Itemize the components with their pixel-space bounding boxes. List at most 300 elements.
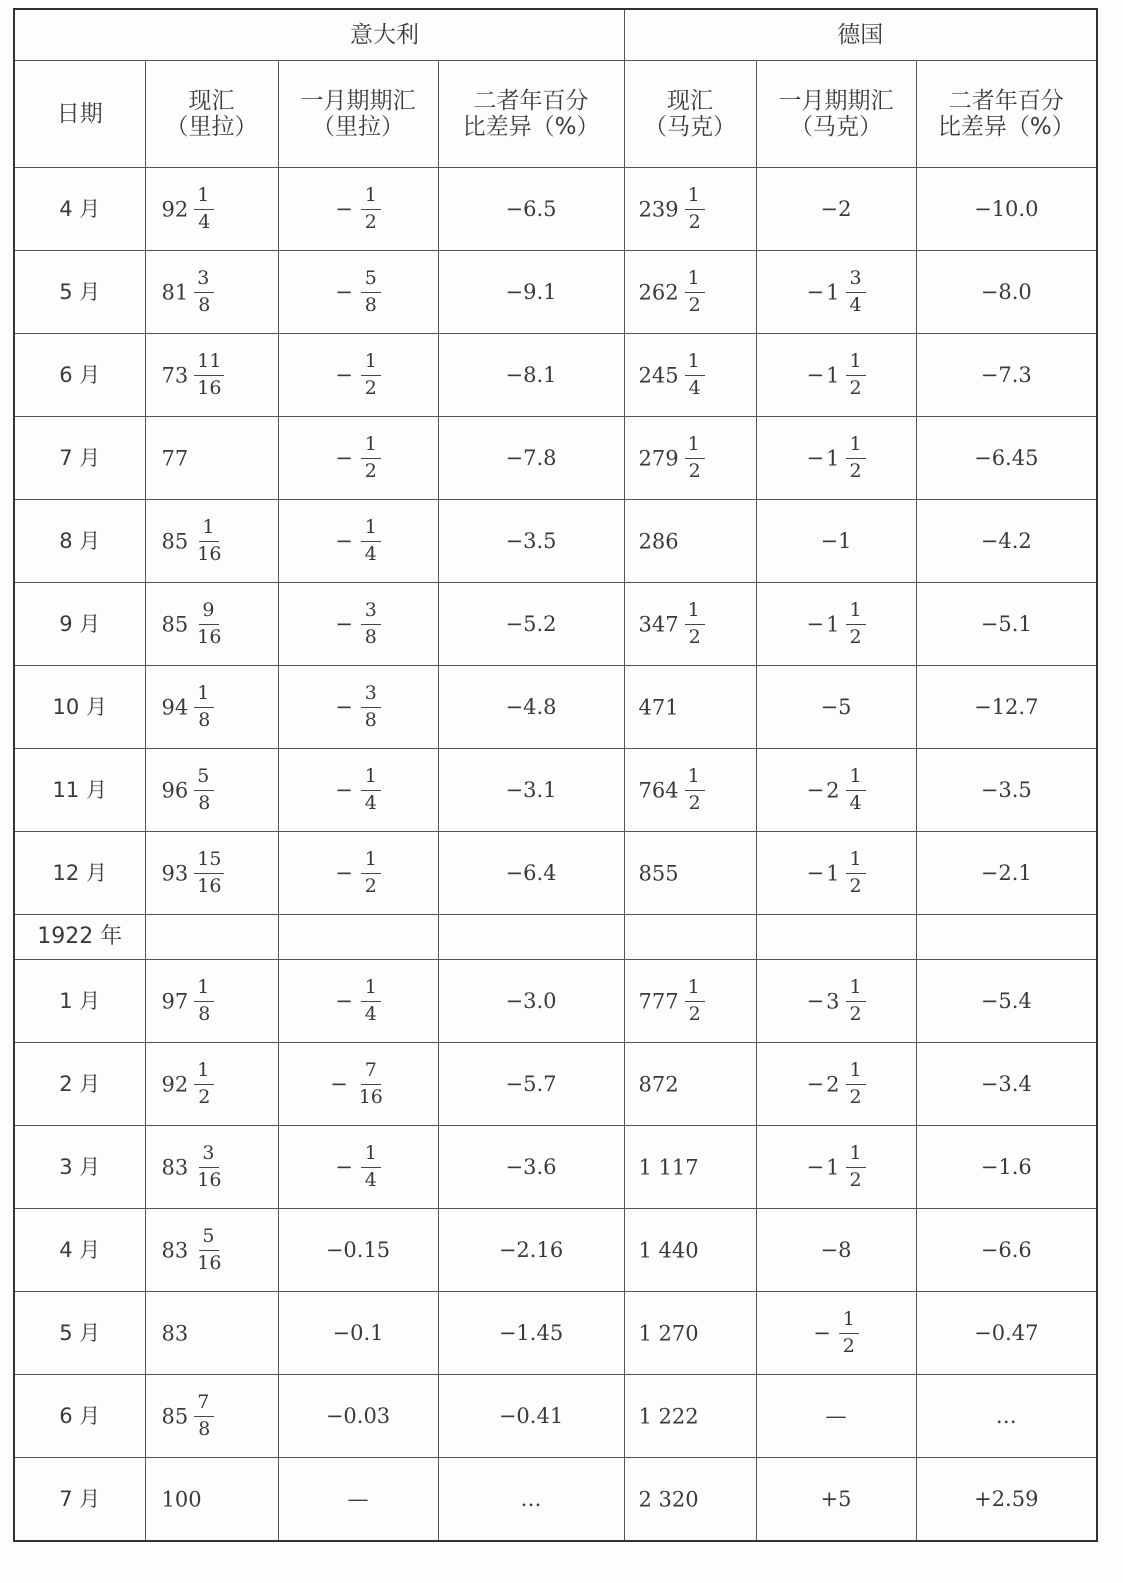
fraction xyxy=(361,517,381,566)
sign: − xyxy=(335,611,353,636)
de-forward-cell xyxy=(756,417,916,500)
integer-part: 777 xyxy=(638,988,679,1013)
integer-part: 855 xyxy=(638,861,679,886)
de-spot-cell xyxy=(624,1292,756,1375)
sign: − xyxy=(806,860,825,885)
fraction xyxy=(361,977,381,1026)
fraction xyxy=(839,1309,859,1358)
date-cell: 9 月 xyxy=(14,583,145,666)
fraction xyxy=(356,1060,386,1109)
year-label: 1922 年 xyxy=(14,915,145,960)
numerator: 9 xyxy=(199,600,219,625)
de-forward-cell: +5 xyxy=(756,1458,916,1541)
fraction xyxy=(361,766,381,815)
empty-cell xyxy=(916,915,1097,960)
numerator: 1 xyxy=(685,600,705,625)
date-cell: 7 月 xyxy=(14,417,145,500)
denominator: 2 xyxy=(849,459,862,482)
it-diff-cell: −0.41 xyxy=(438,1375,624,1458)
de-spot-cell xyxy=(624,1043,756,1126)
de-forward-cell xyxy=(756,960,916,1043)
numerator: 5 xyxy=(199,1226,219,1251)
fraction xyxy=(361,1143,381,1192)
denominator: 2 xyxy=(688,210,701,233)
numerator: 1 xyxy=(194,683,214,708)
de-spot-cell xyxy=(624,500,756,583)
it-forward-cell xyxy=(278,1043,438,1126)
integer-part: 85 xyxy=(161,611,189,636)
table-row xyxy=(14,251,1097,334)
col-de-spot: 现汇 （马克） xyxy=(624,61,756,168)
integer-part: 239 xyxy=(638,196,679,221)
table-row xyxy=(14,960,1097,1043)
integer-part: 2 320 xyxy=(638,1487,699,1512)
it-spot-cell xyxy=(145,960,278,1043)
de-forward-cell: — xyxy=(756,1375,916,1458)
it-diff-cell: −3.0 xyxy=(438,960,624,1043)
denominator: 2 xyxy=(849,1002,862,1025)
sign: − xyxy=(335,777,353,802)
sign: − xyxy=(806,1071,825,1096)
numerator: 1 xyxy=(846,766,866,791)
fraction xyxy=(361,600,381,649)
integer-part: 92 xyxy=(161,1071,189,1096)
fraction xyxy=(846,766,866,815)
denominator: 2 xyxy=(688,1002,701,1025)
de-spot-cell xyxy=(624,1126,756,1209)
empty-cell xyxy=(756,915,916,960)
integer-part: 85 xyxy=(161,1403,189,1428)
date-cell: 2 月 xyxy=(14,1043,145,1126)
numerator: 1 xyxy=(685,766,705,791)
numerator: 5 xyxy=(194,766,214,791)
table-row xyxy=(14,1375,1097,1458)
numerator: 5 xyxy=(361,268,381,293)
it-forward-cell xyxy=(278,168,438,251)
de-spot-cell xyxy=(624,251,756,334)
date-cell: 12 月 xyxy=(14,832,145,915)
de-diff-cell: −7.3 xyxy=(916,334,1097,417)
it-forward-cell: — xyxy=(278,1458,438,1541)
it-diff-cell: −7.8 xyxy=(438,417,624,500)
fraction xyxy=(685,268,705,317)
empty-cell xyxy=(624,915,756,960)
sign: − xyxy=(813,1320,831,1345)
fraction xyxy=(194,600,224,649)
integer-part: 96 xyxy=(161,777,189,802)
sign: − xyxy=(806,988,825,1013)
fraction xyxy=(194,517,224,566)
denominator: 16 xyxy=(358,1085,383,1108)
it-forward-cell xyxy=(278,666,438,749)
it-forward-cell: −0.03 xyxy=(278,1375,438,1458)
integer-part: 83 xyxy=(161,1154,189,1179)
integer-part: 1 xyxy=(826,362,840,387)
numerator: 1 xyxy=(846,1143,866,1168)
date-cell: 6 月 xyxy=(14,1375,145,1458)
it-spot-cell xyxy=(145,334,278,417)
numerator: 1 xyxy=(685,977,705,1002)
it-spot-cell xyxy=(145,417,278,500)
table-row xyxy=(14,1292,1097,1375)
numerator: 1 xyxy=(846,434,866,459)
integer-part: 286 xyxy=(638,529,679,554)
integer-part: 872 xyxy=(638,1072,679,1097)
fraction xyxy=(361,268,381,317)
denominator: 2 xyxy=(688,791,701,814)
fraction xyxy=(361,185,381,234)
de-diff-cell: −1.6 xyxy=(916,1126,1097,1209)
de-diff-cell: −3.5 xyxy=(916,749,1097,832)
integer-part: 2 xyxy=(826,777,840,802)
fraction xyxy=(685,351,705,400)
denominator: 2 xyxy=(198,1085,211,1108)
numerator: 1 xyxy=(361,185,381,210)
it-forward-cell xyxy=(278,251,438,334)
fraction xyxy=(846,849,866,898)
it-diff-cell: −5.7 xyxy=(438,1043,624,1126)
it-forward-cell: −0.1 xyxy=(278,1292,438,1375)
it-diff-cell: −1.45 xyxy=(438,1292,624,1375)
denominator: 2 xyxy=(849,1085,862,1108)
denominator: 2 xyxy=(688,293,701,316)
denominator: 4 xyxy=(364,791,377,814)
it-spot-cell xyxy=(145,1375,278,1458)
numerator: 1 xyxy=(846,351,866,376)
de-diff-cell: −6.6 xyxy=(916,1209,1097,1292)
numerator: 1 xyxy=(194,977,214,1002)
it-diff-cell: −2.16 xyxy=(438,1209,624,1292)
de-forward-cell: −2 xyxy=(756,168,916,251)
integer-part: 73 xyxy=(161,362,189,387)
it-spot-cell xyxy=(145,1458,278,1541)
table-row xyxy=(14,168,1097,251)
integer-part: 93 xyxy=(161,860,189,885)
denominator: 2 xyxy=(364,210,377,233)
numerator: 1 xyxy=(194,185,214,210)
empty-cell xyxy=(278,915,438,960)
de-forward-cell xyxy=(756,1292,916,1375)
it-spot-cell xyxy=(145,666,278,749)
integer-part: 764 xyxy=(638,777,679,802)
de-diff-cell: −10.0 xyxy=(916,168,1097,251)
sign: − xyxy=(335,988,353,1013)
fraction xyxy=(685,185,705,234)
sign: − xyxy=(335,196,353,221)
it-forward-cell xyxy=(278,832,438,915)
it-diff-cell: −8.1 xyxy=(438,334,624,417)
fraction xyxy=(361,683,381,732)
denominator: 8 xyxy=(364,708,377,731)
col-date: 日期 xyxy=(14,61,145,168)
denominator: 4 xyxy=(849,293,862,316)
integer-part: 279 xyxy=(638,445,679,470)
header-italy: 意大利 xyxy=(145,9,624,61)
integer-part: 1 270 xyxy=(638,1321,699,1346)
fraction xyxy=(194,683,214,732)
denominator: 2 xyxy=(842,1334,855,1357)
table-row xyxy=(14,1209,1097,1292)
de-forward-cell: −1 xyxy=(756,500,916,583)
numerator: 7 xyxy=(194,1392,214,1417)
year-row xyxy=(14,915,1097,960)
date-cell: 3 月 xyxy=(14,1126,145,1209)
integer-part: 1 xyxy=(826,279,840,304)
denominator: 8 xyxy=(198,1002,211,1025)
table-row xyxy=(14,583,1097,666)
de-diff-cell: +2.59 xyxy=(916,1458,1097,1541)
integer-part: 1 xyxy=(826,860,840,885)
it-diff-cell: … xyxy=(438,1458,624,1541)
it-spot-cell xyxy=(145,168,278,251)
sign: − xyxy=(335,528,353,553)
integer-part: 1 117 xyxy=(638,1155,699,1180)
de-forward-cell xyxy=(756,583,916,666)
denominator: 16 xyxy=(197,376,222,399)
integer-part: 100 xyxy=(161,1487,202,1512)
numerator: 3 xyxy=(194,268,214,293)
date-cell: 1 月 xyxy=(14,960,145,1043)
date-cell: 6 月 xyxy=(14,334,145,417)
denominator: 4 xyxy=(849,791,862,814)
fraction xyxy=(361,849,381,898)
it-forward-cell xyxy=(278,749,438,832)
denominator: 2 xyxy=(364,874,377,897)
fraction xyxy=(194,766,214,815)
it-diff-cell: −4.8 xyxy=(438,666,624,749)
fraction xyxy=(194,849,224,898)
it-spot-cell xyxy=(145,1292,278,1375)
de-forward-cell xyxy=(756,251,916,334)
it-forward-cell xyxy=(278,334,438,417)
integer-part: 1 xyxy=(826,611,840,636)
de-diff-cell: −5.1 xyxy=(916,583,1097,666)
it-forward-cell xyxy=(278,583,438,666)
it-diff-cell: −9.1 xyxy=(438,251,624,334)
numerator: 1 xyxy=(846,977,866,1002)
de-spot-cell xyxy=(624,832,756,915)
fraction xyxy=(685,977,705,1026)
fraction xyxy=(361,351,381,400)
fraction xyxy=(846,268,866,317)
integer-part: 1 222 xyxy=(638,1404,699,1429)
de-spot-cell xyxy=(624,666,756,749)
de-spot-cell xyxy=(624,417,756,500)
it-spot-cell xyxy=(145,1209,278,1292)
numerator: 1 xyxy=(361,1143,381,1168)
it-forward-cell xyxy=(278,960,438,1043)
de-spot-cell xyxy=(624,960,756,1043)
integer-part: 1 xyxy=(826,445,840,470)
fraction xyxy=(846,977,866,1026)
date-cell: 4 月 xyxy=(14,168,145,251)
header-blank xyxy=(14,9,145,61)
it-forward-cell xyxy=(278,500,438,583)
de-forward-cell: −8 xyxy=(756,1209,916,1292)
de-forward-cell xyxy=(756,832,916,915)
denominator: 8 xyxy=(198,791,211,814)
sign: − xyxy=(335,362,353,387)
de-spot-cell xyxy=(624,1209,756,1292)
denominator: 2 xyxy=(688,625,701,648)
denominator: 8 xyxy=(198,1417,211,1440)
fraction xyxy=(846,1143,866,1192)
de-diff-cell: −8.0 xyxy=(916,251,1097,334)
denominator: 2 xyxy=(849,625,862,648)
it-diff-cell: −5.2 xyxy=(438,583,624,666)
it-forward-cell xyxy=(278,417,438,500)
denominator: 16 xyxy=(197,625,222,648)
integer-part: 94 xyxy=(161,694,189,719)
numerator: 3 xyxy=(361,683,381,708)
fraction xyxy=(685,434,705,483)
de-spot-cell xyxy=(624,334,756,417)
integer-part: 2 xyxy=(826,1071,840,1096)
table-row xyxy=(14,1043,1097,1126)
col-de-diff: 二者年百分 比差异（%） xyxy=(916,61,1097,168)
de-diff-cell: −5.4 xyxy=(916,960,1097,1043)
de-forward-cell xyxy=(756,1043,916,1126)
date-cell: 10 月 xyxy=(14,666,145,749)
integer-part: 77 xyxy=(161,446,189,471)
fraction xyxy=(194,1143,224,1192)
denominator: 2 xyxy=(849,376,862,399)
it-forward-cell: −0.15 xyxy=(278,1209,438,1292)
denominator: 16 xyxy=(197,1168,222,1191)
numerator: 1 xyxy=(361,849,381,874)
de-spot-cell xyxy=(624,168,756,251)
fraction xyxy=(361,434,381,483)
it-diff-cell: −6.5 xyxy=(438,168,624,251)
integer-part: 92 xyxy=(161,196,189,221)
empty-cell xyxy=(145,915,278,960)
table-row xyxy=(14,500,1097,583)
fraction xyxy=(194,351,224,400)
exchange-rate-table xyxy=(13,8,1098,1542)
integer-part: 245 xyxy=(638,362,679,387)
it-diff-cell: −3.5 xyxy=(438,500,624,583)
denominator: 16 xyxy=(197,1251,222,1274)
table-row xyxy=(14,417,1097,500)
sign: − xyxy=(335,445,353,470)
denominator: 4 xyxy=(364,1168,377,1191)
sign: − xyxy=(806,611,825,636)
integer-part: 347 xyxy=(638,611,679,636)
de-forward-cell xyxy=(756,1126,916,1209)
sign: − xyxy=(335,694,353,719)
it-spot-cell xyxy=(145,500,278,583)
denominator: 2 xyxy=(849,1168,862,1191)
denominator: 4 xyxy=(364,1002,377,1025)
sign: − xyxy=(806,777,825,802)
de-spot-cell xyxy=(624,1458,756,1541)
de-diff-cell: −6.45 xyxy=(916,417,1097,500)
denominator: 2 xyxy=(364,459,377,482)
sign: − xyxy=(335,279,353,304)
fraction xyxy=(194,1226,224,1275)
integer-part: 97 xyxy=(161,988,189,1013)
denominator: 16 xyxy=(197,874,222,897)
numerator: 1 xyxy=(846,849,866,874)
fraction xyxy=(846,434,866,483)
sign: − xyxy=(806,279,825,304)
numerator: 1 xyxy=(199,517,219,542)
integer-part: 85 xyxy=(161,528,189,553)
empty-cell xyxy=(438,915,624,960)
fraction xyxy=(685,600,705,649)
sign: − xyxy=(806,445,825,470)
fraction xyxy=(194,1392,214,1441)
numerator: 1 xyxy=(685,351,705,376)
numerator: 3 xyxy=(199,1143,219,1168)
integer-part: 262 xyxy=(638,279,679,304)
col-de-forward: 一月期期汇 （马克） xyxy=(756,61,916,168)
numerator: 1 xyxy=(685,185,705,210)
header-germany: 德国 xyxy=(624,9,1097,61)
denominator: 2 xyxy=(849,874,862,897)
fraction xyxy=(846,1060,866,1109)
table-row xyxy=(14,1458,1097,1541)
sign: − xyxy=(806,1154,825,1179)
de-diff-cell: −3.4 xyxy=(916,1043,1097,1126)
fraction xyxy=(846,351,866,400)
de-forward-cell xyxy=(756,749,916,832)
numerator: 1 xyxy=(839,1309,859,1334)
numerator: 3 xyxy=(846,268,866,293)
table-row xyxy=(14,749,1097,832)
fraction xyxy=(194,977,214,1026)
de-diff-cell: −4.2 xyxy=(916,500,1097,583)
fraction xyxy=(194,185,214,234)
numerator: 1 xyxy=(846,600,866,625)
numerator: 3 xyxy=(361,600,381,625)
denominator: 4 xyxy=(198,210,211,233)
numerator: 1 xyxy=(361,766,381,791)
de-spot-cell xyxy=(624,749,756,832)
integer-part: 1 xyxy=(826,1154,840,1179)
numerator: 1 xyxy=(194,1060,214,1085)
table-row xyxy=(14,334,1097,417)
fraction xyxy=(194,1060,214,1109)
it-diff-cell: −3.6 xyxy=(438,1126,624,1209)
numerator: 1 xyxy=(361,351,381,376)
it-diff-cell: −3.1 xyxy=(438,749,624,832)
fraction xyxy=(194,268,214,317)
numerator: 11 xyxy=(194,351,224,376)
it-spot-cell xyxy=(145,1043,278,1126)
integer-part: 3 xyxy=(826,988,840,1013)
it-spot-cell xyxy=(145,1126,278,1209)
date-cell: 5 月 xyxy=(14,251,145,334)
col-it-forward: 一月期期汇 （里拉） xyxy=(278,61,438,168)
integer-part: 83 xyxy=(161,1321,189,1346)
date-cell: 7 月 xyxy=(14,1458,145,1541)
date-cell: 8 月 xyxy=(14,500,145,583)
de-diff-cell: −2.1 xyxy=(916,832,1097,915)
table-row xyxy=(14,666,1097,749)
table-row xyxy=(14,1126,1097,1209)
it-spot-cell xyxy=(145,832,278,915)
denominator: 8 xyxy=(364,625,377,648)
de-diff-cell: −12.7 xyxy=(916,666,1097,749)
col-it-spot: 现汇 （里拉） xyxy=(145,61,278,168)
de-diff-cell: −0.47 xyxy=(916,1292,1097,1375)
denominator: 2 xyxy=(364,376,377,399)
de-spot-cell xyxy=(624,1375,756,1458)
de-diff-cell: … xyxy=(916,1375,1097,1458)
sign: − xyxy=(335,860,353,885)
it-spot-cell xyxy=(145,251,278,334)
